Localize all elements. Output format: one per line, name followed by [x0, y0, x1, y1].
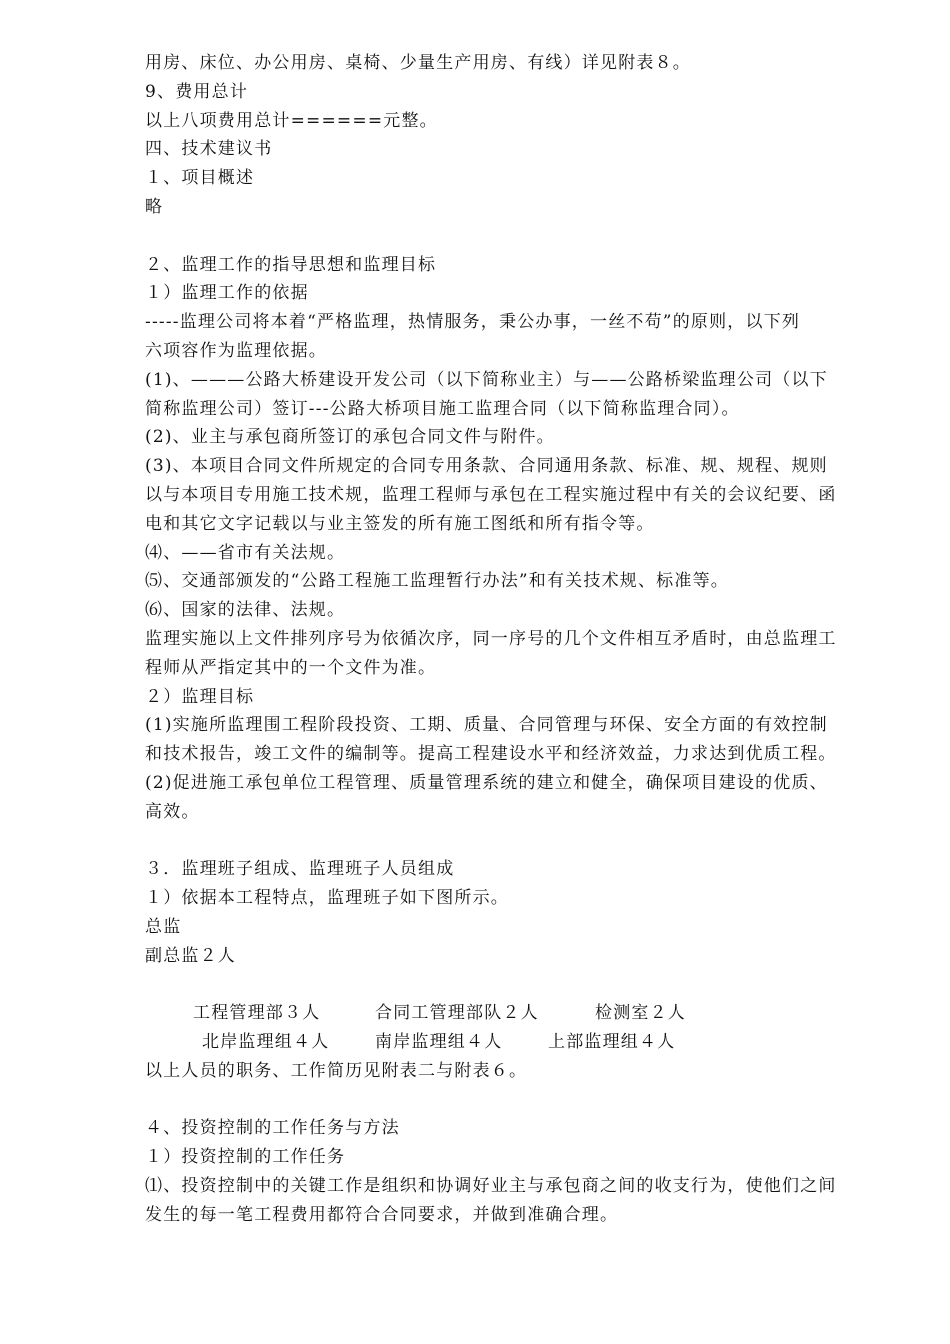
text-line: ⑴、投资控制中的关键工作是组织和协调好业主与承包商之间的收支行为，使他们之间 — [145, 1176, 837, 1197]
text-line: 监理实施以上文件排列序号为依循次序，同一序号的几个文件相互矛盾时，由总监理工 — [145, 628, 837, 649]
text-line: 简称监理公司）签订---公路大桥项目施工监理合同（以下简称监理合同）。 — [145, 398, 740, 419]
text-line: -----监理公司将本着“严格监理，热情服务，秉公办事，一丝不苟”的原则，以下列 — [145, 312, 801, 333]
org-row-departments — [145, 999, 880, 1028]
org-chief: 总监 — [145, 916, 182, 937]
text-line: 六项容作为监理依据。 — [145, 340, 327, 361]
org-deputy-chief: 副总监２人 — [145, 945, 236, 966]
text-line: 以上人员的职务、工作简历见附表二与附表６。 — [145, 1060, 528, 1081]
text-line: ⑹、国家的法律、法规。 — [145, 600, 346, 621]
blank-line — [145, 222, 880, 251]
subsection-heading: １、项目概述 — [145, 168, 255, 189]
text-line: 发生的每一笔工程费用都符合合同要求，并做到准确合理。 — [145, 1204, 619, 1225]
text-line: 和技术报告，竣工文件的编制等。提高工程建设水平和经济效益，力求达到优质工程。 — [145, 744, 837, 765]
text-line: 用房、床位、办公用房、桌椅、少量生产用房、有线）详见附表８。 — [145, 53, 691, 73]
org-dept-contract: 合同工管理部队２人 — [375, 1003, 539, 1024]
text-line: (3)、本项目合同文件所规定的合同专用条款、合同通用条款、标准、规、规程、规则 — [145, 456, 828, 477]
text-line: 以与本项目专用施工技术规，监理工程师与承包在工程实施过程中有关的会议纪要、函 — [145, 484, 837, 505]
blank-line — [145, 1086, 880, 1115]
subsection-heading: １）投资控制的工作任务 — [145, 1147, 346, 1168]
org-dept-testing: 检测室２人 — [595, 1003, 686, 1024]
text-line: (2)促进施工承包单位工程管理、质量管理系统的建立和健全，确保项目建设的优质、 — [145, 772, 828, 793]
org-dept-engineering: 工程管理部３人 — [193, 1003, 321, 1024]
org-group-north: 北岸监理组４人 — [202, 1032, 330, 1053]
org-row-groups — [145, 1028, 880, 1057]
text-line: 高效。 — [145, 801, 200, 822]
text-line: 电和其它文字记载以与业主签发的所有施工图纸和所有指令等。 — [145, 513, 655, 534]
document-page — [145, 49, 880, 1230]
blank-line — [145, 971, 880, 1000]
org-group-south: 南岸监理组４人 — [375, 1032, 503, 1053]
text-line: (1)、———公路大桥建设开发公司（以下简称业主）与——公路桥梁监理公司（以下 — [145, 369, 828, 390]
org-group-upper: 上部监理组４人 — [548, 1032, 676, 1053]
subsection-heading: ２、监理工作的指导思想和监理目标 — [145, 254, 437, 275]
section-heading: 四、技术建议书 — [145, 139, 273, 160]
text-line: １）依据本工程特点，监理班子如下图所示。 — [145, 888, 509, 909]
text-line: ⑷、——省市有关法规。 — [145, 542, 346, 563]
text-line: 程师从严指定其中的一个文件为准。 — [145, 657, 437, 678]
subsection-heading: ２）监理目标 — [145, 686, 255, 707]
text-line: 略 — [145, 196, 164, 217]
text-line: (1)实施所监理围工程阶段投资、工期、质量、合同管理与环保、安全方面的有效控制 — [145, 715, 828, 736]
text-line: ⑸、交通部颁发的“公路工程施工监理暂行办法”和有关技术规、标准等。 — [145, 571, 729, 592]
subsection-heading: ３．监理班子组成、监理班子人员组成 — [145, 859, 455, 880]
text-line: 以上八项费用总计======元整。 — [145, 110, 438, 131]
subsection-heading: ４、投资控制的工作任务与方法 — [145, 1118, 400, 1139]
blank-line — [145, 827, 880, 856]
subsection-heading: １）监理工作的依据 — [145, 283, 309, 304]
section-heading: 9、费用总计 — [145, 81, 249, 102]
text-line: (2)、业主与承包商所签订的承包合同文件与附件。 — [145, 427, 555, 448]
